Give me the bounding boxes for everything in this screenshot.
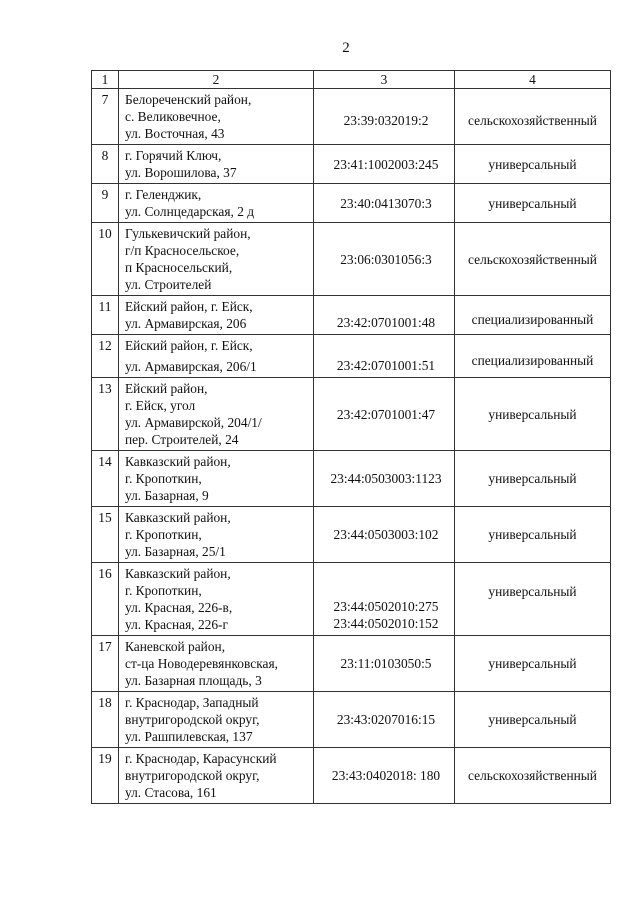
market-type-cell: универсальный	[455, 507, 611, 563]
address-line: ул. Строителей	[125, 277, 212, 292]
address-line: Гулькевичский район,	[125, 226, 251, 241]
cadastral-number: 23:43:0402018: 180	[331, 768, 441, 783]
address-line: внутригородской округ,	[125, 768, 260, 783]
row-number: 8	[92, 145, 119, 184]
header-cell-4: 4	[455, 71, 611, 89]
address-line: Ейский район, г. Ейск,	[125, 299, 253, 314]
address-line: ул. Армавирская, 206/1	[125, 359, 257, 374]
address-cell	[119, 692, 314, 748]
market-type-cell: универсальный	[455, 378, 611, 451]
cadastral-number: 23:42:0701001:47	[336, 406, 436, 422]
address-cell	[119, 636, 314, 692]
market-type-cell: сельскохозяйственный	[455, 89, 611, 145]
market-type-cell: специализированный	[455, 335, 611, 378]
table-row	[92, 636, 611, 692]
address-line: с. Великовечное,	[125, 109, 221, 124]
row-number: 9	[92, 184, 119, 223]
address-line: г. Ейск, угол	[125, 398, 196, 413]
row-number: 19	[92, 748, 119, 804]
address-line: ул. Красная, 226-в,	[125, 600, 233, 615]
address-line: г. Кропоткин,	[125, 471, 202, 486]
cadastral-number: 23:06:0301056:3	[340, 251, 432, 267]
address-cell	[119, 378, 314, 451]
address-line: ул. Армавирской, 204/1/	[125, 415, 262, 430]
cadastral-cell	[314, 223, 455, 296]
address-line: внутригородской округ,	[125, 712, 260, 727]
address-cell	[119, 145, 314, 184]
cadastral-cell	[314, 748, 455, 804]
address-cell	[119, 451, 314, 507]
address-cell	[119, 563, 314, 636]
table-row	[92, 296, 611, 335]
address-line: ул. Армавирская, 206	[125, 316, 247, 331]
table-row	[92, 89, 611, 145]
address-line: пер. Строителей, 24	[125, 432, 239, 447]
cadastral-number: 23:43:0207016:15	[336, 712, 436, 727]
cadastral-cell	[314, 563, 455, 636]
address-line: ст-ца Новодеревянковская,	[125, 656, 278, 671]
address-line: ул. Базарная, 25/1	[125, 544, 226, 559]
cadastral-number: 23:42:0701001:48	[336, 315, 436, 330]
header-cell-1: 1	[92, 71, 119, 89]
cadastral-cell	[314, 335, 455, 378]
cadastral-number: 23:44:0503003:102	[333, 527, 439, 542]
market-type-cell: универсальный	[455, 636, 611, 692]
table-row	[92, 378, 611, 451]
cadastral-number: 23:41:1002003:245	[333, 156, 439, 172]
market-type-cell: специализированный	[455, 296, 611, 335]
cadastral-cell	[314, 636, 455, 692]
address-line: ул. Красная, 226-г	[125, 617, 228, 632]
cadastral-number: 23:11:0103050:5	[340, 656, 432, 671]
header-row	[92, 71, 611, 89]
cadastral-number: 23:44:0503003:1123	[330, 471, 442, 486]
row-number: 14	[92, 451, 119, 507]
market-type-cell: универсальный	[455, 145, 611, 184]
table-row	[92, 145, 611, 184]
cadastral-cell	[314, 507, 455, 563]
table-row	[92, 692, 611, 748]
cadastral-number: 23:40:0413070:3	[340, 195, 432, 211]
address-cell	[119, 335, 314, 378]
address-line: Белореченский район,	[125, 92, 252, 107]
markets-table	[91, 70, 611, 804]
address-line: ул. Стасова, 161	[125, 785, 217, 800]
market-type-cell: универсальный	[455, 692, 611, 748]
address-line: ул. Солнцедарская, 2 д	[125, 204, 255, 219]
row-number: 10	[92, 223, 119, 296]
header-cell-3: 3	[314, 71, 455, 89]
row-number: 17	[92, 636, 119, 692]
cadastral-cell	[314, 451, 455, 507]
market-type-cell: сельскохозяйственный	[455, 223, 611, 296]
address-line: ул. Базарная, 9	[125, 488, 209, 503]
cadastral-cell	[314, 184, 455, 223]
table-row	[92, 563, 611, 636]
cadastral-number: 23:44:0502010:152	[333, 616, 439, 631]
address-cell	[119, 184, 314, 223]
header-cell-2: 2	[119, 71, 314, 89]
address-line: ул. Базарная площадь, 3	[125, 673, 262, 688]
address-line: г. Краснодар, Карасунский	[125, 751, 277, 766]
row-number: 16	[92, 563, 119, 636]
address-line: г. Горячий Ключ,	[125, 148, 222, 163]
address-line: ул. Ворошилова, 37	[125, 165, 237, 180]
address-cell	[119, 89, 314, 145]
table-row	[92, 223, 611, 296]
cadastral-number: 23:39:032019:2	[343, 113, 429, 128]
table-row	[92, 748, 611, 804]
row-number: 13	[92, 378, 119, 451]
address-line: г. Краснодар, Западный	[125, 695, 259, 710]
row-number: 7	[92, 89, 119, 145]
cadastral-cell	[314, 692, 455, 748]
table-row	[92, 184, 611, 223]
row-number: 15	[92, 507, 119, 563]
market-type-cell: сельскохозяйственный	[455, 748, 611, 804]
row-number: 11	[92, 296, 119, 335]
cadastral-cell	[314, 296, 455, 335]
address-line: ул. Восточная, 43	[125, 126, 225, 141]
page-number: 2	[342, 40, 350, 56]
market-type-cell: универсальный	[455, 563, 611, 636]
cadastral-cell	[314, 89, 455, 145]
address-line: г/п Красносельское,	[125, 243, 240, 258]
address-line: п Красносельский,	[125, 260, 233, 275]
table-row	[92, 451, 611, 507]
address-line: г. Кропоткин,	[125, 527, 202, 542]
cadastral-number: 23:42:0701001:51	[336, 358, 436, 373]
address-line: г. Кропоткин,	[125, 583, 202, 598]
address-cell	[119, 223, 314, 296]
table-row	[92, 335, 611, 378]
address-line: ул. Рашпилевская, 137	[125, 729, 253, 744]
cadastral-cell	[314, 145, 455, 184]
address-line: Ейский район, г. Ейск,	[125, 338, 253, 353]
row-number: 18	[92, 692, 119, 748]
cadastral-number: 23:44:0502010:275	[333, 599, 439, 614]
market-type-cell: универсальный	[455, 184, 611, 223]
address-line: Кавказский район,	[125, 454, 231, 469]
address-line: Кавказский район,	[125, 510, 231, 525]
address-cell	[119, 507, 314, 563]
cadastral-cell	[314, 378, 455, 451]
market-type-cell: универсальный	[455, 451, 611, 507]
table-row	[92, 507, 611, 563]
row-number: 12	[92, 335, 119, 378]
address-cell	[119, 748, 314, 804]
address-line: Ейский район,	[125, 381, 208, 396]
address-line: Каневской район,	[125, 639, 226, 654]
address-line: Кавказский район,	[125, 566, 231, 581]
address-line: г. Геленджик,	[125, 187, 202, 202]
address-cell	[119, 296, 314, 335]
